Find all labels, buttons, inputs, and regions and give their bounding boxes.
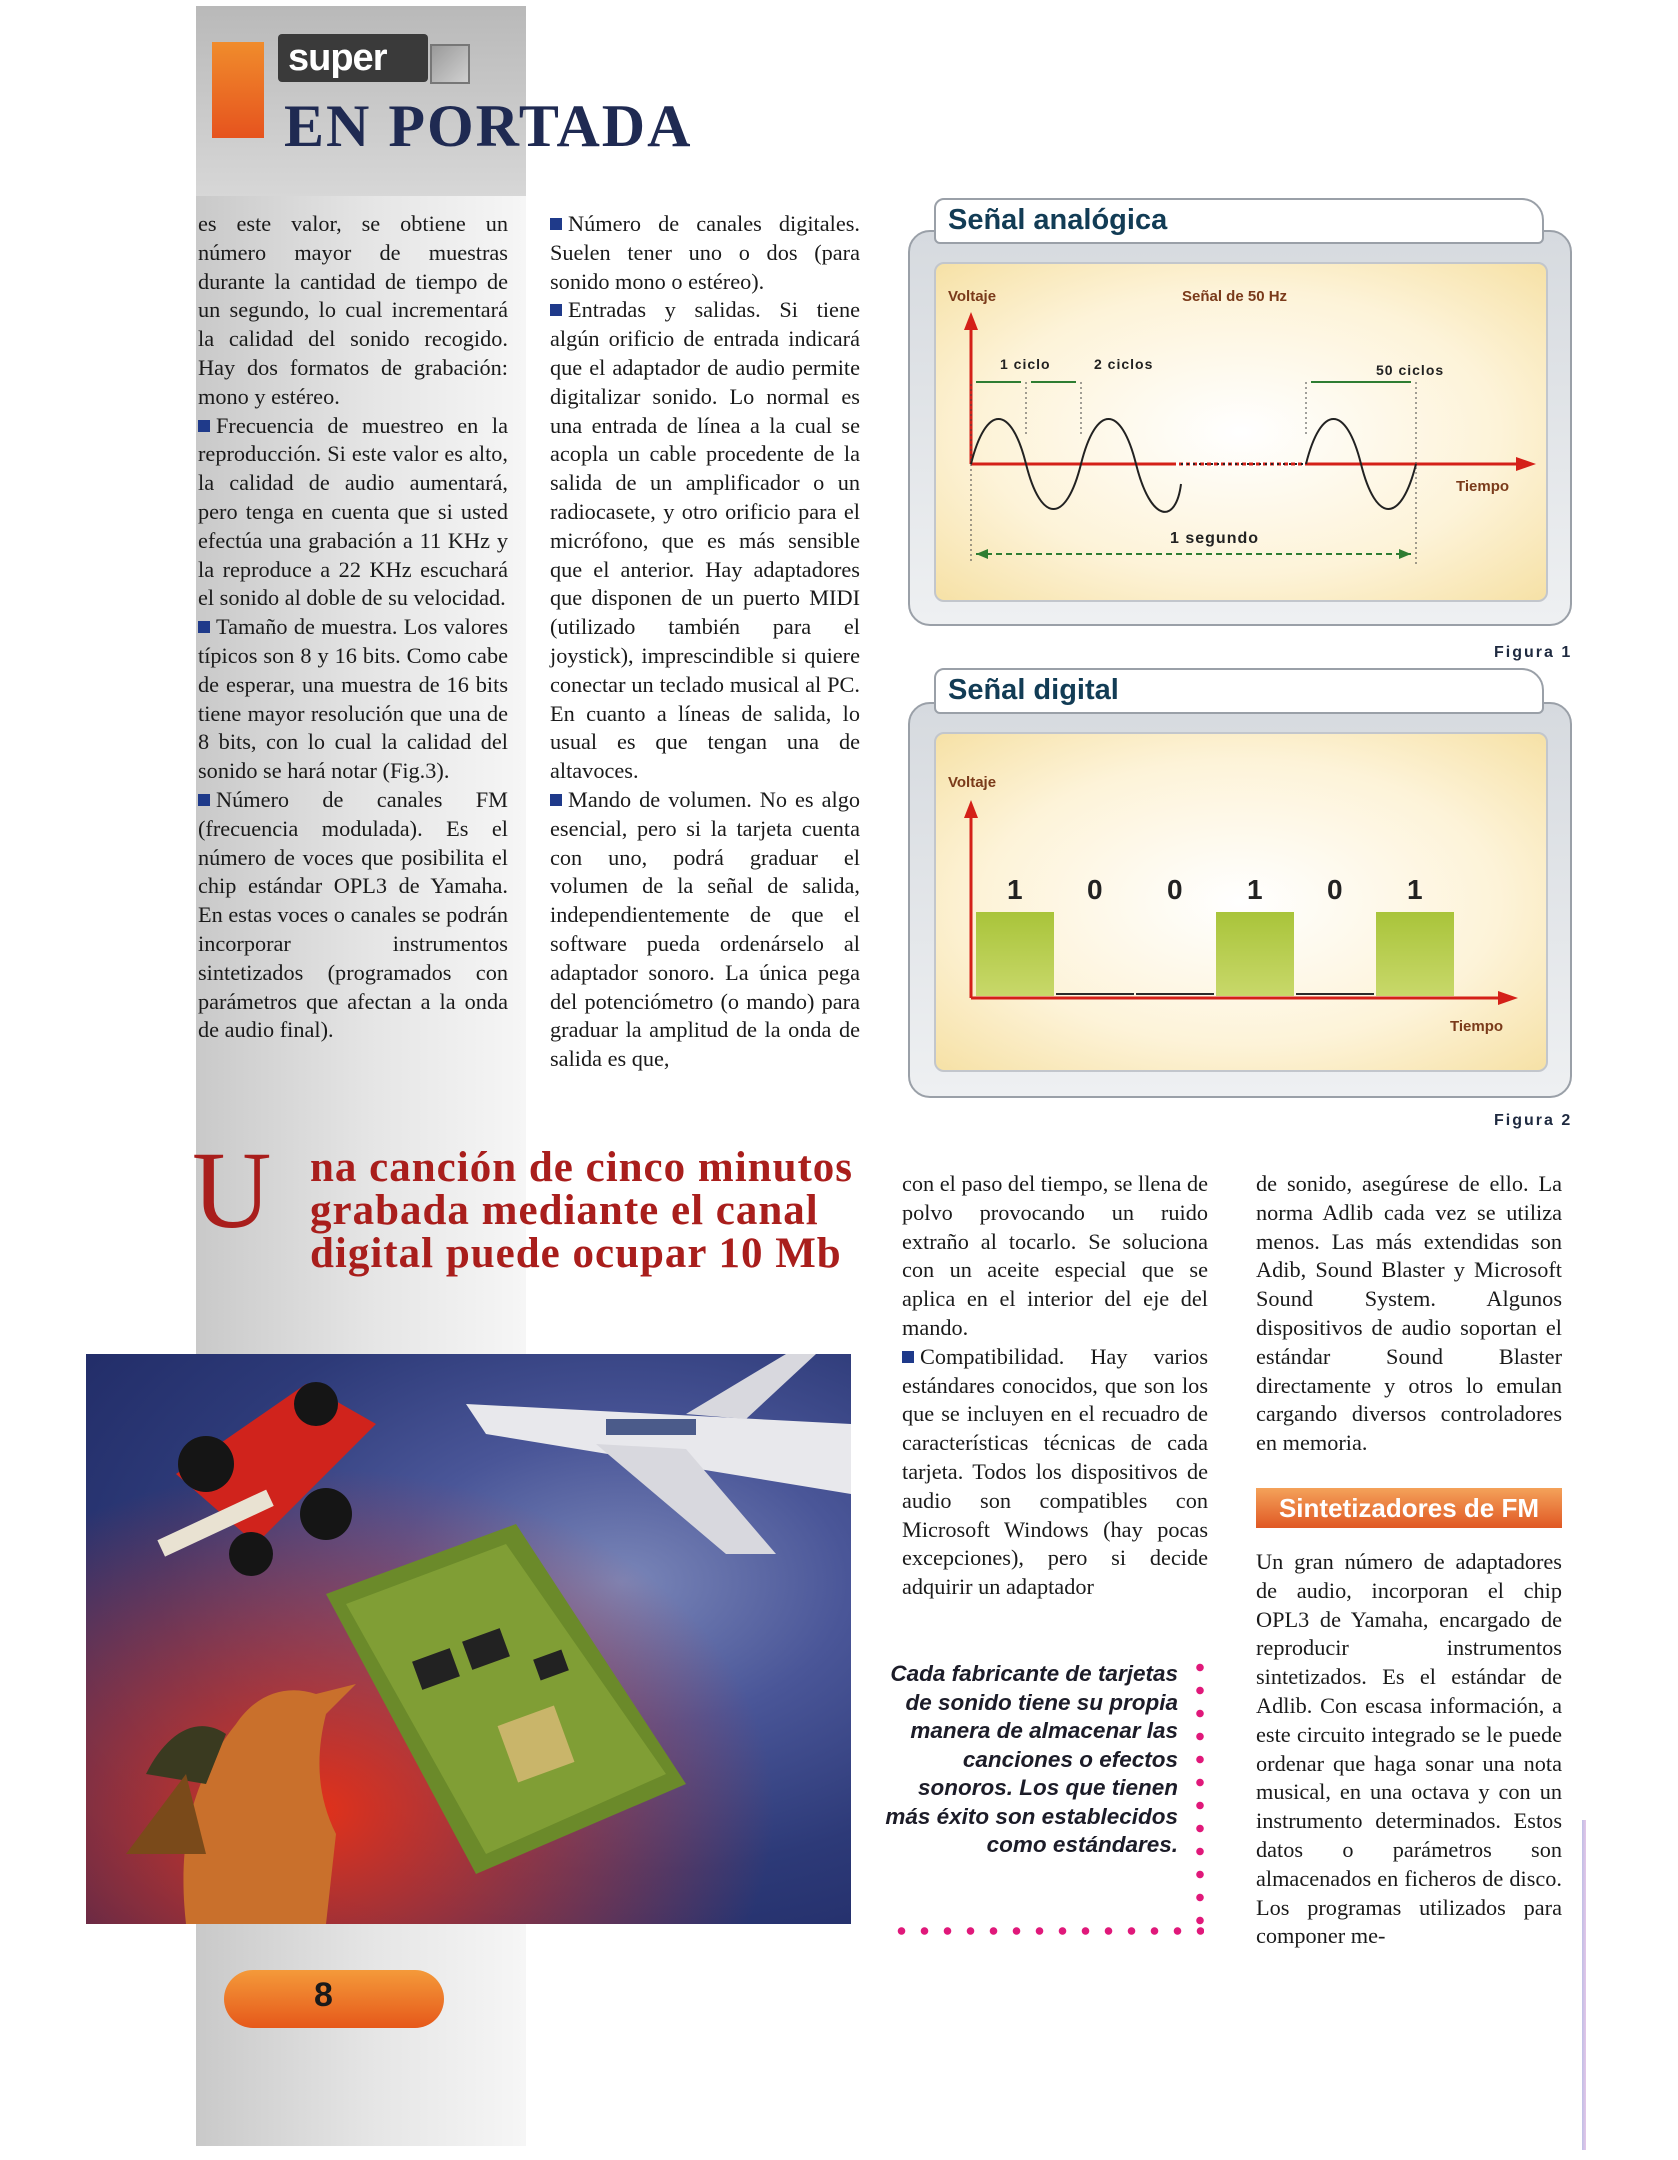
- bullet-icon: [198, 794, 210, 806]
- signal-frequency-label: Señal de 50 Hz: [1182, 288, 1288, 305]
- analog-wave-svg: [936, 264, 1546, 600]
- col4-paragraph: de sonido, asegúrese de ello. La norma Adlib cada vez se utiliza menos. Las más extendidas son Adib, Sound Blaster y Microsoft Sound System. Algunos dispositivos de audio soportan el estándar Sound Blaster directamente y otros lo emulan cargando diversos controladores en memoria.: [1256, 1171, 1562, 1456]
- figure-2-plot: [934, 732, 1548, 1072]
- col1-bullet-item: Tamaño de muestra. Los valores típicos son 8 y 16 bits. Como cabe de esperar, una muestra de 16 bits tiene mayor resolución que una de 8 bits, con lo cual la calidad del sonido se hará notar (Fig.3).: [198, 614, 508, 784]
- scan-edge-lines: [1582, 1820, 1586, 2150]
- bullet-icon: [198, 621, 210, 633]
- col2-bullet-item: Entradas y salidas. Si tiene algún orificio de entrada indicará que el adaptador de audio permite digitalizar sonido. Lo normal es una entrada de línea a la cual se acopla un cable procedente de la salida de un amplificador o un radiocasete, y otro orificio para el micrófono, que es más sensible que el anterior. Hay adaptadores que disponen de un puerto MIDI (utilizado también para el joystick), imprescindible si quiere conectar un teclado musical al PC. En cuanto a líneas de salida, lo usual es que tengan una de altavoces.: [550, 297, 860, 784]
- bit-digit: 0: [1327, 874, 1343, 905]
- cover-photo: [86, 1354, 851, 1924]
- time-label: Tiempo: [1456, 478, 1510, 495]
- col1-bullet-item: Número de canales FM (frecuencia modulada). Es el número de voces que posibilita el chip estándar OPL3 de Yamaha. En estas voces o canales se podrán incorporar instrumentos sintetizados (programados con parámetros que afectan a la onda de audio final).: [198, 786, 508, 1043]
- col1-paragraph: es este valor, se obtiene un número mayor de muestras durante la cantidad de tiempo de un segundo, lo cual incrementará la calidad del sonido recogido. Hay dos formatos de grabación: mono y estéreo.: [198, 211, 508, 409]
- column-1: [198, 210, 508, 1045]
- bullet-icon: [198, 420, 210, 432]
- figure-2-title: Señal digital: [934, 668, 1544, 714]
- col3-paragraph: con el paso del tiempo, se llena de polvo provocando un ruido extraño al tocarlo. Se soluciona con un aceite especial que se aplica en el interior del eje del mando.: [902, 1171, 1208, 1340]
- brand-logo: super: [278, 34, 428, 82]
- bullet-icon: [550, 794, 562, 806]
- column-3: [902, 1170, 1208, 1602]
- header-orange-bar: [212, 42, 264, 138]
- one-cycle-label: 1 ciclo: [1000, 356, 1051, 372]
- headline-text: na canción de cinco minutos grabada mediante el canal digital puede ocupar 10 Mb: [310, 1144, 854, 1277]
- photo-illustration: [86, 1354, 851, 1924]
- page-number: 8: [314, 1976, 333, 2014]
- one-second-label: 1 segundo: [1170, 530, 1260, 547]
- digital-bars: [976, 912, 1454, 996]
- column-4: [1256, 1170, 1562, 1458]
- fifty-cycles-label: 50 ciclos: [1376, 362, 1445, 378]
- col2-bullet-item: Número de canales digitales. Suelen tener uno o dos (para sonido mono o estéreo).: [550, 211, 860, 294]
- bullet-icon: [550, 304, 562, 316]
- section-heading-fm: Sintetizadores de FM: [1256, 1488, 1562, 1528]
- pull-quote-dots-vertical: [1196, 1656, 1204, 1932]
- bit-digit: 0: [1087, 874, 1103, 905]
- headline: [192, 1144, 854, 1277]
- figure-1-caption: Figura 1: [1494, 644, 1573, 661]
- figure-1-plot: [934, 262, 1548, 602]
- headline-drop-cap: U: [192, 1129, 272, 1251]
- col2-bullet-item: Mando de volumen. No es algo esencial, pero si la tarjeta cuenta con uno, podrá graduar el volumen de la señal de salida, independientemente de que el software pueda ordenárselo al adaptador sonoro. La única pega del potenciómetro (o mando) para graduar la amplitud de la onda de salida es que,: [550, 786, 860, 1072]
- time-label: Tiempo: [1450, 1018, 1504, 1035]
- pull-quote-dots-horizontal: [890, 1926, 1204, 1936]
- bit-digit: 1: [1247, 874, 1263, 905]
- bit-bar-high: [1376, 912, 1454, 996]
- voltage-label: Voltaje: [948, 288, 997, 305]
- bit-bar-high: [976, 912, 1054, 996]
- figure-2-caption: Figura 2: [1494, 1112, 1573, 1129]
- pull-quote: Cada fabricante de tarjetas de sonido tiene su propia manera de almacenar las canciones o efectos sonoros. Los que tienen más éxito son establecidos como estándares.: [885, 1661, 1178, 1857]
- col3-bullet-item: Compatibilidad. Hay varios estándares conocidos, que son los que se incluyen en el recuadro de características técnicas de cada tarjeta. Todos los dispositivos de audio son compatibles con Microsoft Windows (hay pocas excepciones), pero si decide adquirir un adaptador: [902, 1343, 1208, 1600]
- bit-bar-high: [1216, 912, 1294, 996]
- bit-digit: 0: [1167, 874, 1183, 905]
- section-title: EN PORTADA: [284, 93, 693, 159]
- col1-bullet-item: Frecuencia de muestreo en la reproducción. Si este valor es alto, la calidad de audio aumentará, pero tenga en cuenta que si usted efectúa una grabación a 11 KHz y la reproduce a 22 KHz escuchará el sonido al doble de su velocidad.: [198, 412, 508, 611]
- column-4-continued: [1256, 1548, 1562, 1951]
- voltage-label: Voltaje: [948, 774, 997, 791]
- bit-digit: 1: [1407, 874, 1423, 905]
- bit-digit: 1: [1007, 874, 1023, 905]
- col4-paragraph: Un gran número de adaptadores de audio, incorporan el chip OPL3 de Yamaha, encargado de reproducir instrumentos sintetizados. Es el estándar de Adlib. Con escasa información, a este circuito integrado se le puede ordenar que haga sonar una nota musical, en una octava y con un instrumento determinados. Estos datos o parámetros son almacenados en ficheros de disco. Los programas utilizados para componer me-: [1256, 1549, 1562, 1949]
- column-2: [550, 210, 860, 1074]
- floppy-logo-icon: [430, 44, 470, 84]
- bullet-icon: [902, 1351, 914, 1363]
- two-cycles-label: 2 ciclos: [1094, 356, 1154, 372]
- bullet-icon: [550, 218, 562, 230]
- page-number-badge: [224, 1970, 444, 2028]
- figure-1-title: Señal analógica: [934, 198, 1544, 244]
